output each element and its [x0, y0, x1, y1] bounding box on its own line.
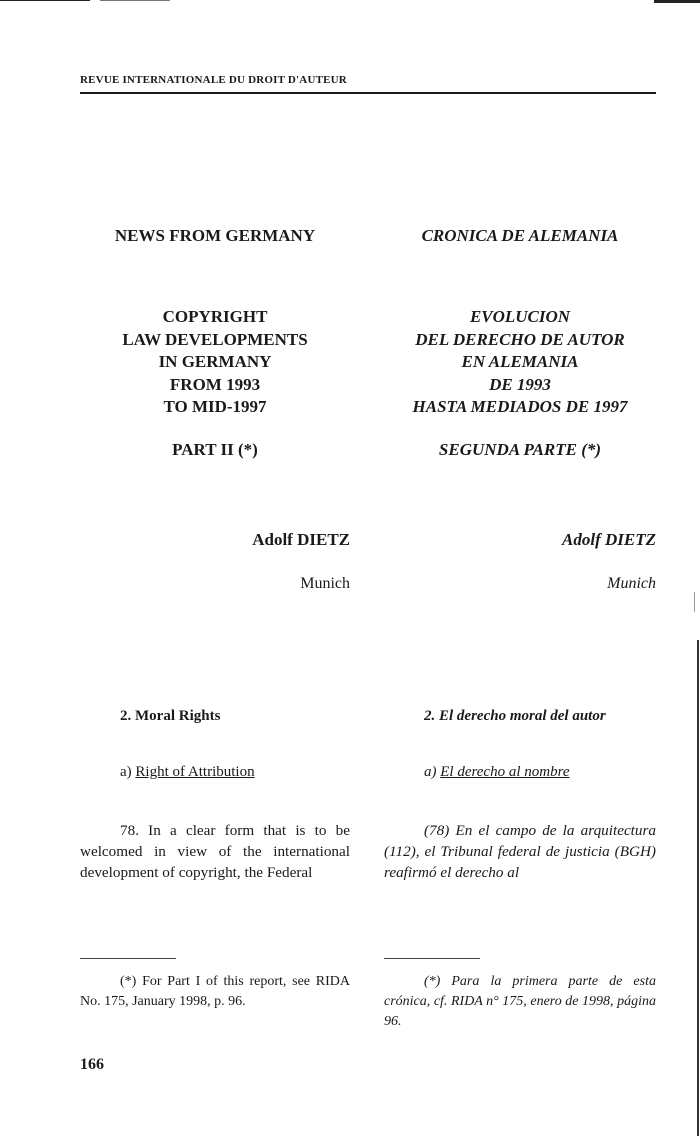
title-line: TO MID-1997 — [163, 397, 267, 416]
section-heading-es: CRONICA DE ALEMANIA — [421, 226, 619, 245]
running-header: REVUE INTERNATIONALE DU DROIT D'AUTEUR — [80, 74, 347, 86]
author-es: Adolf DIETZ — [562, 530, 656, 549]
paragraph-text: 78. In a clear form that is to be welcomed in view of the international development of copyright, the Federal — [80, 822, 350, 881]
footnote-es — [384, 972, 656, 1032]
part-label-es: SEGUNDA PARTE (*) — [438, 440, 602, 459]
title-line: HASTA MEDIADOS DE 1997 — [412, 397, 628, 416]
footnote-en — [80, 972, 350, 1012]
footnote-text: (*) Para la primera parte de esta crónica, cf. RIDA n° 175, enero de 1998, página 96. — [384, 974, 656, 1029]
author-en: Adolf DIETZ — [252, 530, 350, 549]
subsection-heading-es: 2. El derecho moral del autor — [424, 708, 606, 724]
article-title-es — [384, 306, 656, 419]
item-heading-en — [80, 764, 350, 781]
scan-edge-mark-right — [654, 0, 700, 3]
city-es: Munich — [607, 575, 656, 592]
footnote-rule-en — [80, 958, 176, 959]
section-heading-en: NEWS FROM GERMANY — [114, 226, 316, 245]
title-line: EN ALEMANIA — [461, 352, 579, 371]
item-prefix: a) — [424, 764, 441, 780]
footnote-text: (*) For Part I of this report, see RIDA No. 175, January 1998, p. 96. — [80, 974, 350, 1009]
paragraph-text: (78) En el campo de la arquitectura (112), el Tribunal federal de justicia (BGH) reafirmó el derecho al — [384, 822, 656, 881]
title-line: EVOLUCION — [469, 307, 571, 326]
paragraph-en — [80, 820, 350, 883]
paragraph-es — [384, 820, 656, 883]
header-rule — [80, 92, 656, 94]
part-label-en: PART II (*) — [172, 440, 258, 459]
item-heading-es — [384, 764, 656, 781]
subsection-heading-en: 2. Moral Rights — [120, 708, 221, 724]
item-label: Right of Attribution — [135, 764, 255, 780]
scan-edge-line-right — [697, 640, 699, 1136]
item-prefix: a) — [120, 764, 136, 780]
title-line: FROM 1993 — [169, 374, 261, 394]
item-label: El derecho al nombre — [440, 764, 570, 780]
page-number: 166 — [80, 1056, 104, 1073]
title-line: DE 1993 — [489, 374, 551, 394]
title-line: IN GERMANY — [158, 352, 272, 371]
article-title-en — [80, 306, 350, 419]
scan-edge-tick-right — [694, 592, 695, 612]
title-line: DEL DERECHO DE AUTOR — [415, 329, 625, 349]
title-line: COPYRIGHT — [162, 307, 268, 326]
title-line: LAW DEVELOPMENTS — [122, 329, 308, 349]
scan-edge-line-left — [0, 0, 90, 1]
city-en: Munich — [300, 575, 350, 592]
scan-edge-line-top — [100, 0, 170, 1]
footnote-rule-es — [384, 958, 480, 959]
